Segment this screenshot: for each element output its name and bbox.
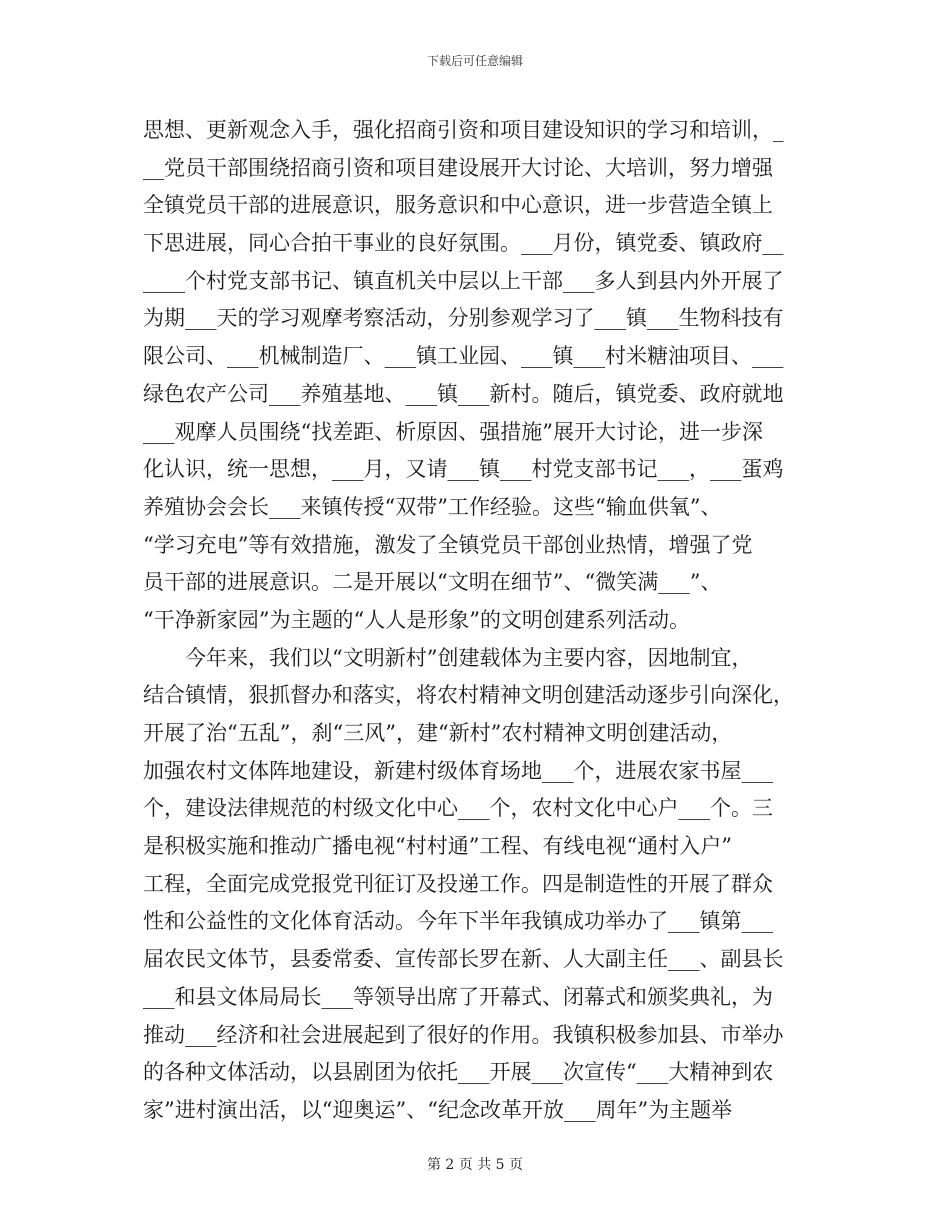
text-line: 养殖协会会长___来镇传授“双带”工作经验。这些“输血供氧”、 xyxy=(143,494,722,519)
text-line: 性和公益性的文化体育活动。今年下半年我镇成功举办了___镇第___ xyxy=(143,909,773,934)
page-number-footer: 第 2 页 共 5 页 xyxy=(426,1157,524,1173)
text-line: 下思进展，同心合拍干事业的良好氛围。___月份，镇党委、镇政府__ xyxy=(143,231,784,256)
text-line: 绿色农产公司___养殖基地、___镇___新村。随后，镇党委、政府就地 xyxy=(143,381,784,406)
paragraph-first-line: 今年来，我们以“文明新村”创建载体为主要内容，因地制宜， xyxy=(185,645,753,670)
text-line: ____个村党支部书记、镇直机关中层以上干部___多人到县内外开展了 xyxy=(143,268,784,293)
text-line: 推动___经济和社会进展起到了很好的作用。我镇积极参加县、市举办 xyxy=(143,1022,784,1047)
text-line: 家”进村演出活，以“迎奥运”、“纪念改革开放___周年”为主题举 xyxy=(143,1097,733,1122)
text-line: 限公司、___机械制造厂、___镇工业园、___镇___村米糖油项目、___ xyxy=(143,344,784,369)
text-line: 的各种文体活动，以县剧团为依托___开展___次宣传“___大精神到农 xyxy=(143,1060,774,1085)
text-line: 思想、更新观念入手，强化招商引资和项目建设知识的学习和培训，_ xyxy=(143,118,784,142)
text-line: ___和县文体局局长___等领导出席了开幕式、闭幕式和颁奖典礼，为 xyxy=(143,984,773,1009)
text-line: 是积极实施和推动广播电视“村村通”工程、有线电视“通村入户” xyxy=(143,834,732,859)
text-line: 加强农村文体阵地建设，新建村级体育场地___个，进展农家书屋___ xyxy=(143,758,773,783)
text-line: 为期___天的学习观摩考察活动，分别参观学习了___镇___生物科技有 xyxy=(143,306,784,331)
text-line: 结合镇情，狠抓督办和落实，将农村精神文明创建活动逐步引向深化， xyxy=(143,683,794,708)
text-line: 员干部的进展意识。二是开展以“文明在细节”、“微笑满___”、 xyxy=(143,570,722,595)
text-line: 工程，全面完成党报党刊征订及投递工作。四是制造性的开展了群众 xyxy=(143,871,773,896)
text-line: __党员干部围绕招商引资和项目建设展开大讨论、大培训，努力增强 xyxy=(143,155,773,180)
text-line: “干净新家园”为主题的“人人是形象”的文明创建系列活动。 xyxy=(143,607,690,632)
text-line: ___观摩人员围绕“找差距、析原因、强措施”展开大讨论，进一步深 xyxy=(143,419,763,444)
text-line: 化认识，统一思想，___月，又请___镇___村党支部书记___，___蛋鸡 xyxy=(143,457,784,482)
text-line: 开展了治“五乱”，刹“三风”，建“新村”农村精神文明创建活动， xyxy=(143,721,733,745)
text-line: “学习充电”等有效措施，激发了全镇党员干部创业热情，增强了党 xyxy=(143,532,753,557)
text-line: 全镇党员干部的进展意识，服务意识和中心意识，进一步营造全镇上 xyxy=(143,193,773,218)
document-body xyxy=(143,112,808,1130)
text-line: 届农民文体节，县委常委、宣传部长罗在新、人大副主任___、副县长 xyxy=(143,947,784,972)
page-header: 下载后可任意编辑 xyxy=(426,54,523,68)
text-line: 个，建设法律规范的村级文化中心___个，农村文化中心户___个。三 xyxy=(143,796,773,821)
